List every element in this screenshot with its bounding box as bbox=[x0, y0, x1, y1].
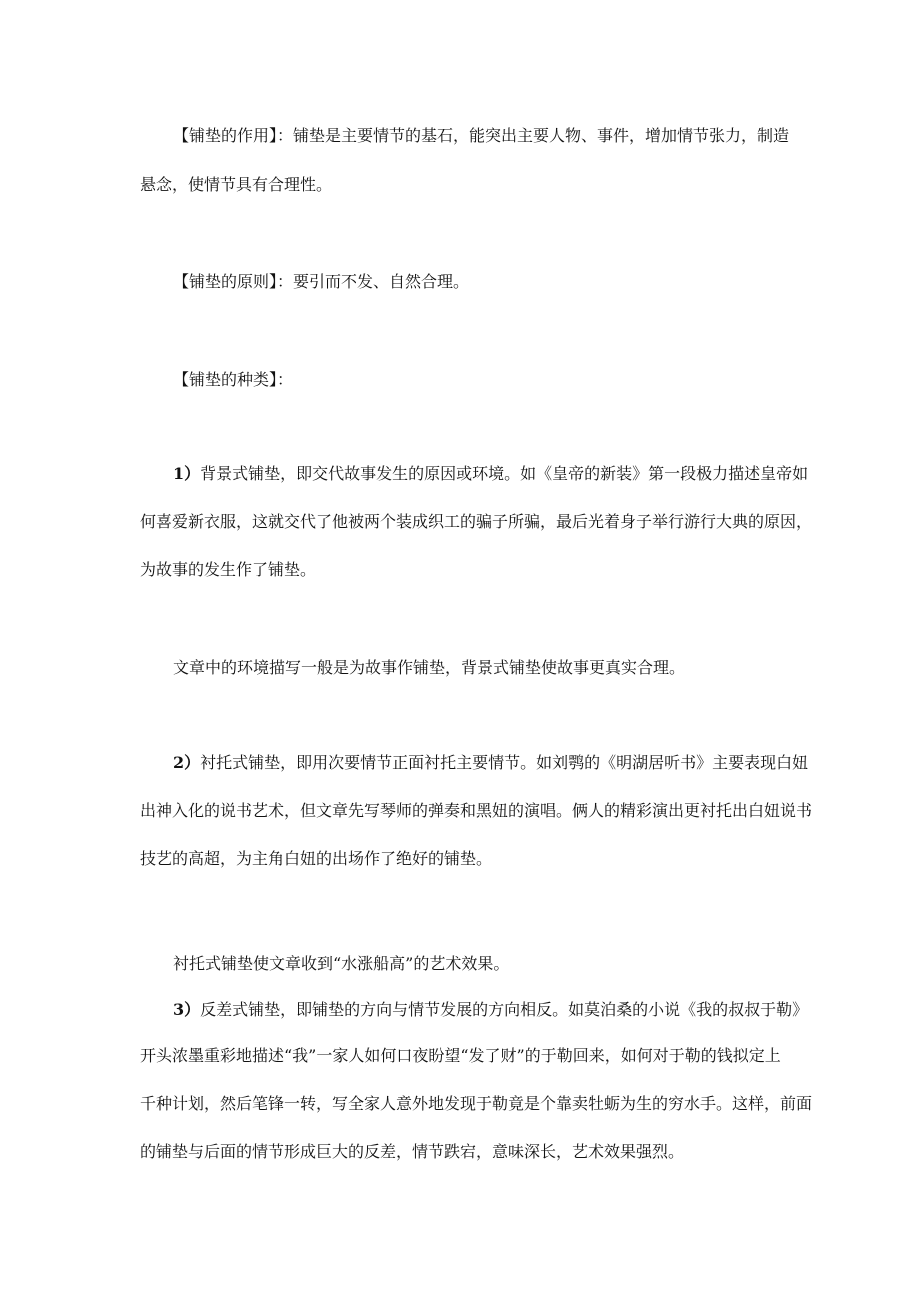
type1-text: 背景式铺垫，即交代故事发生的原因或环境。如《皇帝的新装》第一段极力描述皇帝如 bbox=[200, 464, 809, 483]
principle-line-1: 【铺垫的原则】：要引而不发、自然合理。 bbox=[173, 272, 470, 291]
types-heading: 【铺垫的种类】： bbox=[173, 370, 294, 389]
note2-line-1: 衬托式铺垫使文章收到“水涨船高”的艺术效果。 bbox=[173, 954, 510, 973]
role-line-2: 悬念，使情节具有合理性。 bbox=[140, 175, 333, 194]
type2-line-2: 出神入化的说书艺术，但文章先写琴师的弹奏和黑妞的演唱。俩人的精彩演出更衬托出白妞说书 bbox=[140, 801, 813, 820]
note1-line-1: 文章中的环境描写一般是为故事作铺垫，背景式铺垫使故事更真实合理。 bbox=[173, 658, 686, 677]
type3-text: 反差式铺垫，即铺垫的方向与情节发展的方向相反。如莫泊桑的小说《我的叔叔于勒》 bbox=[200, 1000, 809, 1019]
type3-line-2: 开头浓墨重彩地描述“我”一家人如何口夜盼望“发了财”的于勒回来，如何对于勒的钱拟定上 bbox=[140, 1046, 781, 1065]
type1-line-1 bbox=[173, 464, 808, 484]
type1-line-2: 何喜爱新衣服，这就交代了他被两个装成织工的骗子所骗，最后光着身子举行游行大典的原因， bbox=[140, 512, 813, 531]
type3-line-3: 千种计划，然后笔锋一转，写全家人意外地发现于勒竟是个靠卖牡蛎为生的穷水手。这样，前面 bbox=[140, 1094, 813, 1113]
type2-text: 衬托式铺垫，即用次要情节正面衬托主要情节。如刘鹗的《明湖居听书》主要表现白妞 bbox=[200, 753, 809, 772]
type3-line-1 bbox=[173, 1000, 808, 1020]
type1-number: 1） bbox=[173, 464, 201, 483]
type3-line-4: 的铺垫与后面的情节形成巨大的反差，情节跌宕，意味深长，艺术效果强烈。 bbox=[140, 1142, 685, 1161]
type1-line-3: 为故事的发生作了铺垫。 bbox=[140, 560, 317, 579]
type3-number: 3） bbox=[173, 1000, 201, 1019]
role-line-1: 【铺垫的作用】：铺垫是主要情节的基石，能突出主要人物、事件，增加情节张力，制造 bbox=[173, 126, 790, 145]
type2-line-3: 技艺的高超，为主角白妞的出场作了绝好的铺垫。 bbox=[140, 849, 493, 868]
type2-line-1 bbox=[173, 753, 808, 773]
type2-number: 2） bbox=[173, 753, 201, 772]
